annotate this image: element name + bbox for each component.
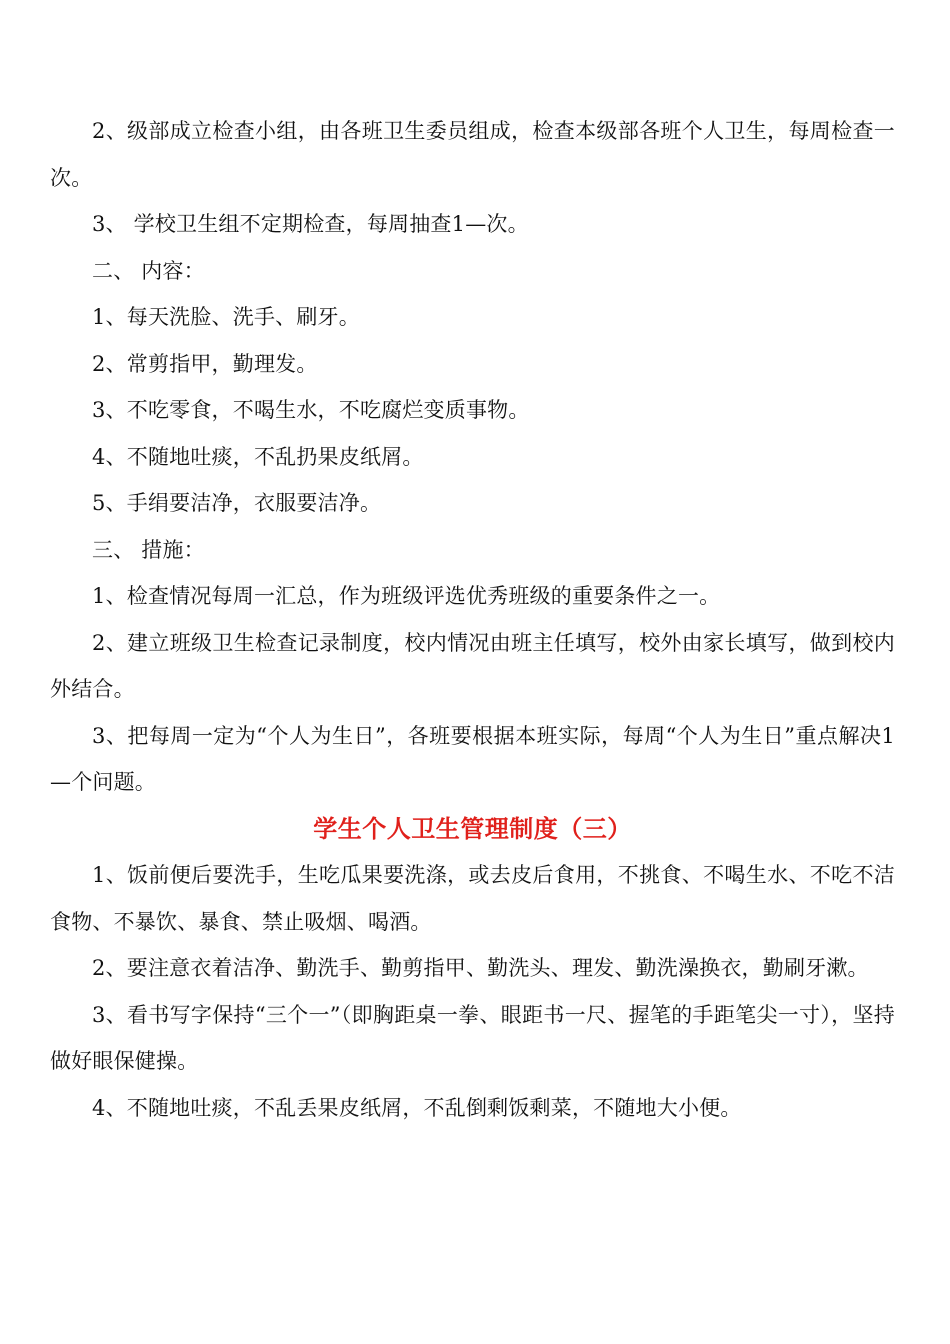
- paragraph: 1、每天洗脸、洗手、刷牙。: [92, 305, 360, 329]
- paragraph: 2、常剪指甲，勤理发。: [92, 351, 318, 376]
- paragraph: 三、 措施：: [92, 537, 205, 562]
- paragraph: 3、看书写字保持“三个一”（即胸距桌一拳、眼距书一尺、握笔的手距笔尖一寸），坚持做好眼保健操。: [50, 1002, 895, 1073]
- paragraph: 5、手绢要洁净，衣服要洁净。: [92, 491, 382, 515]
- paragraph: 2、建立班级卫生检查记录制度，校内情况由班主任填写，校外由家长填写，做到校内外结合。: [50, 630, 895, 701]
- paragraph: 3、把每周一定为“个人为生日”，各班要根据本班实际，每周“个人为生日”重点解决1—个问题。: [50, 723, 895, 794]
- paragraph: 2、级部成立检查小组，由各班卫生委员组成，检查本级部各班个人卫生，每周检查一次。: [50, 119, 895, 190]
- paragraph: 4、不随地吐痰，不乱扔果皮纸屑。: [92, 444, 424, 469]
- section-title: 学生个人卫生管理制度（三）: [313, 814, 632, 843]
- paragraph: 3、不吃零食，不喝生水，不吃腐烂变质事物。: [92, 398, 530, 422]
- paragraph: 1、检查情况每周一汇总，作为班级评选优秀班级的重要条件之一。: [92, 584, 721, 608]
- paragraph: 3、 学校卫生组不定期检查，每周抽查1—次。: [92, 212, 529, 236]
- paragraph: 4、不随地吐痰，不乱丢果皮纸屑，不乱倒剩饭剩菜，不随地大小便。: [92, 1095, 742, 1120]
- paragraph: 1、饭前便后要洗手，生吃瓜果要洗涤，或去皮后食用，不挑食、不喝生水、不吃不洁食物、不暴饮、暴食、禁止吸烟、喝酒。: [50, 863, 895, 934]
- paragraph: 二、 内容：: [92, 258, 205, 283]
- paragraph: 2、要注意衣着洁净、勤洗手、勤剪指甲、勤洗头、理发、勤洗澡换衣，勤刷牙漱。: [92, 956, 869, 980]
- document-body: [50, 108, 895, 1131]
